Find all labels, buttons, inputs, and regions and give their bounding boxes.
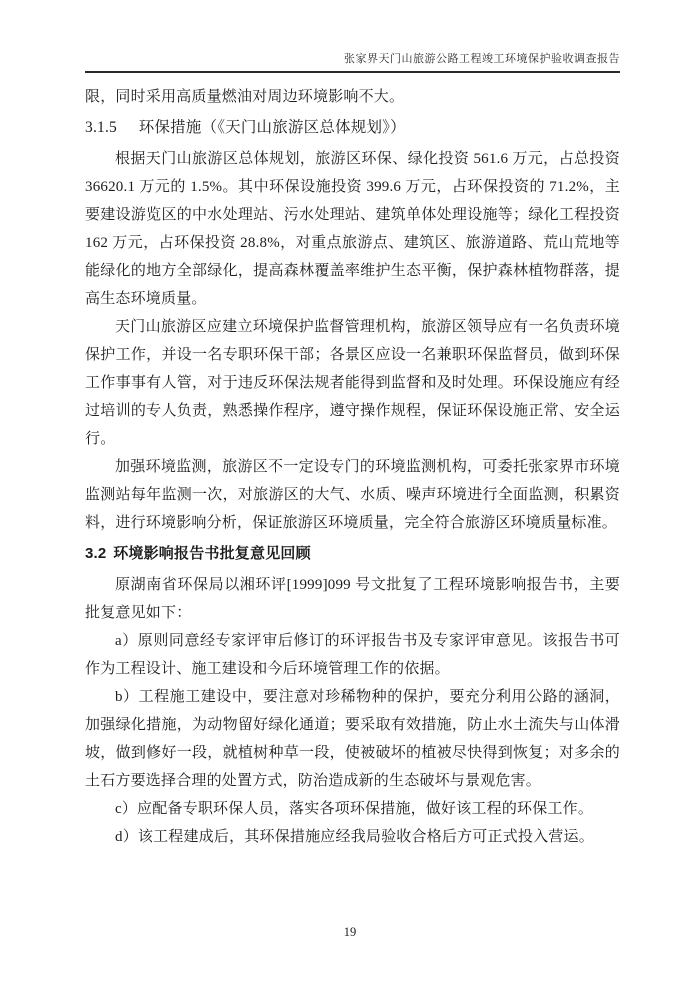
header-title: 张家界天门山旅游公路工程竣工环境保护验收调查报告 xyxy=(344,53,620,65)
page-number: 19 xyxy=(343,925,357,939)
paragraph-continuation: 限，同时采用高质量燃油对周边环境影响不大。 xyxy=(85,89,405,105)
list-item-a: a）原则同意经专家评审后修订的环评报告书及专家评审意见。该报告书可作为工程设计、施工建设和今后环境管理工作的依据。 xyxy=(85,633,620,677)
paragraph: 原湖南省环保局以湘环评[1999]099 号文批复了工程环境影响报告书，主要批复意见如下： xyxy=(85,577,620,621)
section-number: 3.2 xyxy=(85,545,107,562)
list-item-d: d）该工程建成后，其环保措施应经我局验收合格后方可正式投入营运。 xyxy=(115,829,594,845)
section-heading-3-1-5 xyxy=(85,114,620,142)
section-number: 3.1.5 xyxy=(85,119,117,136)
paragraph: 根据天门山旅游区总体规划，旅游区环保、绿化投资 561.6 万元，占总投资 36620.1 万元的 1.5%。其中环保设施投资 399.6 万元，占环保投资的 71.2%，主要建设游览区的中水处理站、污水处理站、建筑单体处理设施等；绿化工程投资 162 万元，占环保投资 28.8%，对重点旅游点、建筑区、旅游道路、荒山荒地等能绿化的地方全部绿化，提高森林覆盖率维护生态平衡，保护森林植物群落，提高生态环境质量。 xyxy=(85,151,620,307)
page-header xyxy=(85,52,620,73)
list-item-b: b）工程施工建设中，要注意对珍稀物种的保护，要充分利用公路的涵洞，加强绿化措施，为动物留好绿化通道；要采取有效措施，防止水土流失与山体滑坡，做到修好一段，就植树种草一段，使被破坏的植被尽快得到恢复；对多余的土石方要选择合理的处置方式，防治造成新的生态破坏与景观危害。 xyxy=(85,689,620,789)
section-title: 环境影响报告书批复意见回顾 xyxy=(113,545,311,562)
document-content xyxy=(85,83,620,851)
page-footer xyxy=(0,925,700,940)
paragraph: 加强环境监测，旅游区不一定设专门的环境监测机构，可委托张家界市环境监测站每年监测一次，对旅游区的大气、水质、噪声环境进行全面监测，积累资料，进行环境影响分析，保证旅游区环境质量，完全符合旅游区环境质量标准。 xyxy=(85,459,620,531)
list-item-c: c）应配备专职环保人员，落实各项环保措施，做好该工程的环保工作。 xyxy=(115,801,594,817)
section-heading-3-2 xyxy=(85,540,620,568)
paragraph: 天门山旅游区应建立环境保护监督管理机构，旅游区领导应有一名负责环境保护工作，并设一名专职环保干部；各景区应设一名兼职环保监督员，做到环保工作事事有人管，对于违反环保法规者能得到监督和及时处理。环保设施应有经过培训的专人负责，熟悉操作程序，遵守操作规程，保证环保设施正常、安全运行。 xyxy=(85,319,620,447)
section-title: 环保措施（《天门山旅游区总体规划》） xyxy=(138,119,406,136)
